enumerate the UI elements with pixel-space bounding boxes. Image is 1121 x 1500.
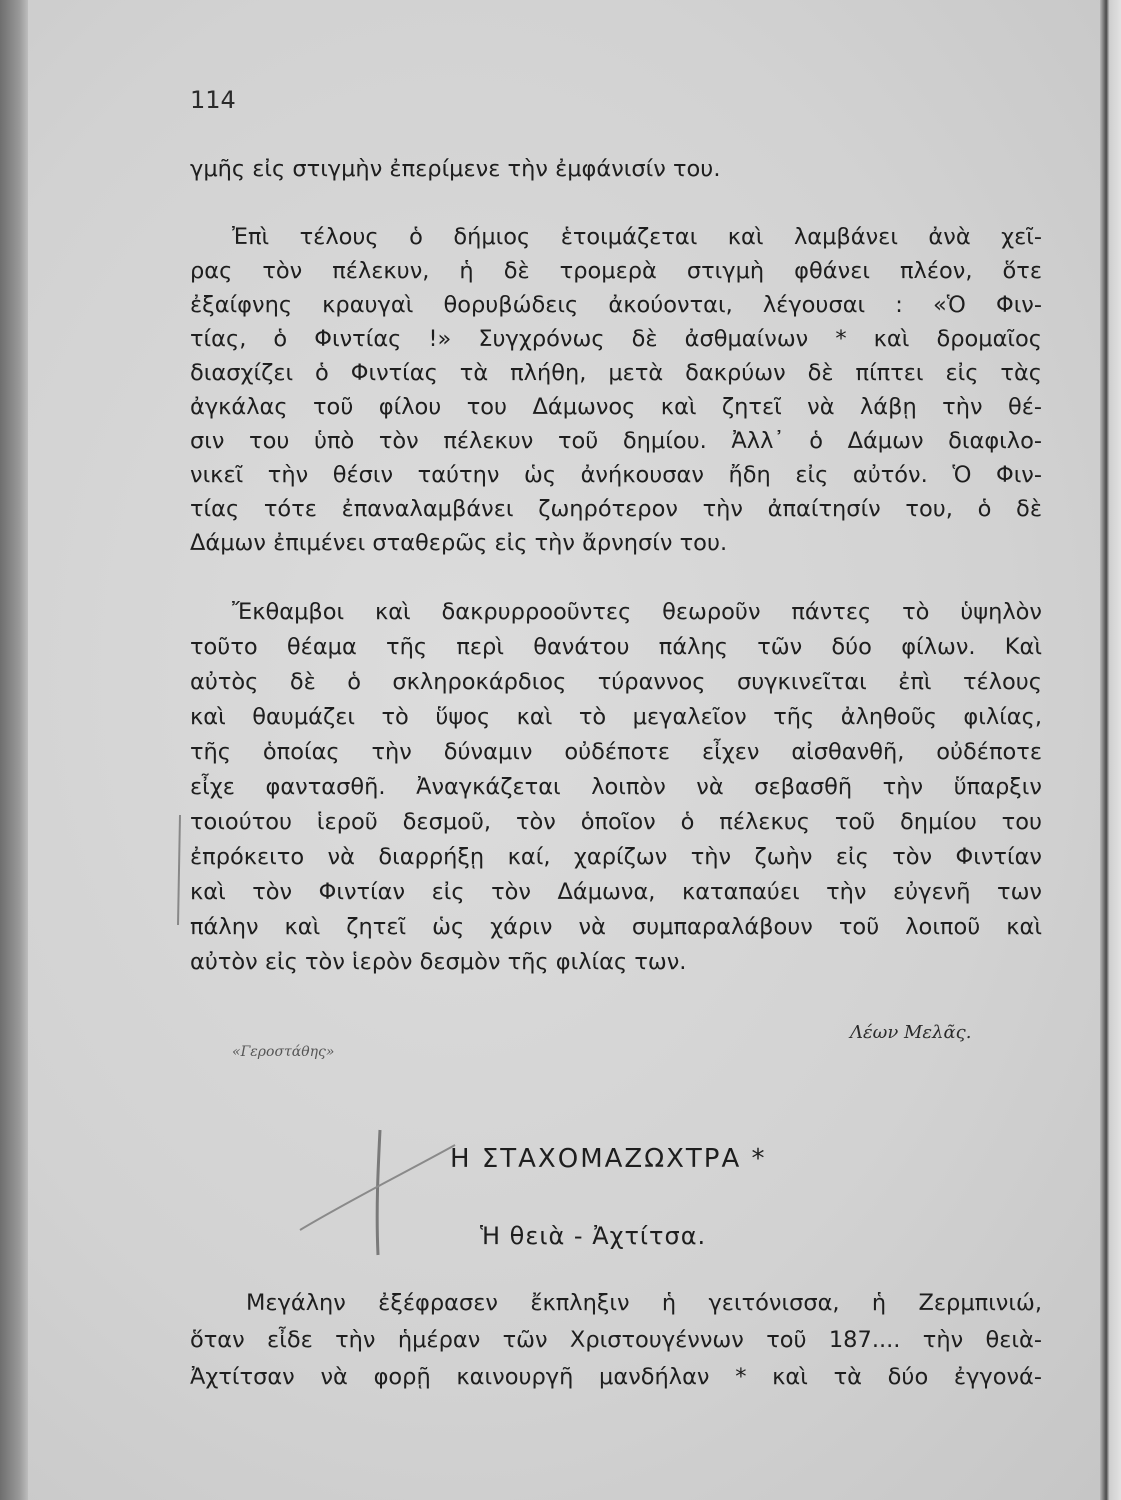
pencil-cross-mark <box>280 1120 460 1260</box>
page-number: 114 <box>190 86 236 114</box>
text-line: ὅταν εἶδε τὴν ἡμέραν τῶν Χριστουγέννων τοῦ 187.... τὴν θειὰ- <box>190 1327 1042 1353</box>
text-line: τοιούτου ἱεροῦ δεσμοῦ, τὸν ὁποῖον ὁ πέλεκυς τοῦ δημίου του <box>190 809 1042 835</box>
text-line: τῆς ὁποίας τὴν δύναμιν οὐδέποτε εἶχεν αἰσθανθῆ, οὐδέποτε <box>190 739 1042 765</box>
text-line: Μεγάλην ἐξέφρασεν ἔκπληξιν ἡ γειτόνισσα, ἡ Ζερμπινιώ, <box>246 1290 1042 1316</box>
text-line: Ἐπὶ τέλους ὁ δήμιος ἑτοιμάζεται καὶ λαμβάνει ἀνὰ χεῖ- <box>232 224 1042 250</box>
source-citation: «Γεροστάθης» <box>232 1044 335 1060</box>
text-line: τίας, ὁ Φιντίας !» Συγχρόνως δὲ ἀσθμαίνων * καὶ δρομαῖος <box>190 326 1042 352</box>
section-heading: Η ΣΤΑΧΟΜΑΖΩΧΤΡΑ * <box>450 1144 767 1174</box>
text-line: Δάμων ἐπιμένει σταθερῶς εἰς τὴν ἄρνησίν του. <box>190 530 728 556</box>
text-line: ἐπρόκειτο νὰ διαρρήξῃ καί, χαρίζων τὴν ζωὴν εἰς τὸν Φιντίαν <box>190 844 1042 870</box>
margin-pencil-mark <box>172 815 192 925</box>
text-line: ἐξαίφνης κραυγαὶ θορυβώδεις ἀκούονται, λέγουσαι : «Ὁ Φιν- <box>190 292 1042 318</box>
text-line: τοῦτο θέαμα τῆς περὶ θανάτου πάλης τῶν δύο φίλων. Καὶ <box>190 634 1042 660</box>
text-line: αὐτὸν εἰς τὸν ἱερὸν δεσμὸν τῆς φιλίας των. <box>190 949 687 975</box>
text-line: εἶχε φαντασθῆ. Ἀναγκάζεται λοιπὸν νὰ σεβασθῆ τὴν ὕπαρξιν <box>190 774 1042 800</box>
section-subheading: Ἡ θειὰ - Ἀχτίτσα. <box>480 1222 707 1250</box>
text-line: σιν του ὑπὸ τὸν πέλεκυν τοῦ δημίου. Ἀλλ᾽ ὁ Δάμων διαφιλο- <box>190 428 1042 454</box>
text-line: καὶ τὸν Φιντίαν εἰς τὸν Δάμωνα, καταπαύει τὴν εὐγενῆ των <box>190 879 1042 905</box>
text-line: ἀγκάλας τοῦ φίλου του Δάμωνος καὶ ζητεῖ νὰ λάβῃ τὴν θέ- <box>190 394 1042 420</box>
text-line: γμῆς εἰς στιγμὴν ἐπερίμενε τὴν ἐμφάνισίν του. <box>190 156 721 182</box>
author-signature: Λέων Μελᾶς. <box>850 1022 972 1043</box>
text-line: τίας τότε ἐπαναλαμβάνει ζωηρότερον τὴν ἀπαίτησίν του, ὁ δὲ <box>190 496 1042 522</box>
text-line: διασχίζει ὁ Φιντίας τὰ πλήθη, μετὰ δακρύων δὲ πίπτει εἰς τὰς <box>190 360 1042 386</box>
text-line: πάλην καὶ ζητεῖ ὡς χάριν νὰ συμπαραλάβουν τοῦ λοιποῦ καὶ <box>190 914 1042 940</box>
text-line: ρας τὸν πέλεκυν, ἡ δὲ τρομερὰ στιγμὴ φθάνει πλέον, ὅτε <box>190 258 1042 284</box>
text-line: καὶ θαυμάζει τὸ ὕψος καὶ τὸ μεγαλεῖον τῆς ἀληθοῦς φιλίας, <box>190 704 1042 730</box>
text-line: αὐτὸς δὲ ὁ σκληροκάρδιος τύραννος συγκινεῖται ἐπὶ τέλους <box>190 669 1042 695</box>
book-gutter-left <box>0 0 28 1500</box>
text-line: Ἔκθαμβοι καὶ δακρυρροοῦντες θεωροῦν πάντες τὸ ὑψηλὸν <box>232 599 1042 625</box>
book-edge-right <box>1100 0 1121 1500</box>
text-line: νικεῖ τὴν θέσιν ταύτην ὡς ἀνήκουσαν ἤδη εἰς αὐτόν. Ὁ Φιν- <box>190 462 1042 488</box>
text-line: Ἀχτίτσαν νὰ φορῇ καινουργῆ μανδήλαν * καὶ τὰ δύο ἐγγονά- <box>190 1364 1042 1390</box>
